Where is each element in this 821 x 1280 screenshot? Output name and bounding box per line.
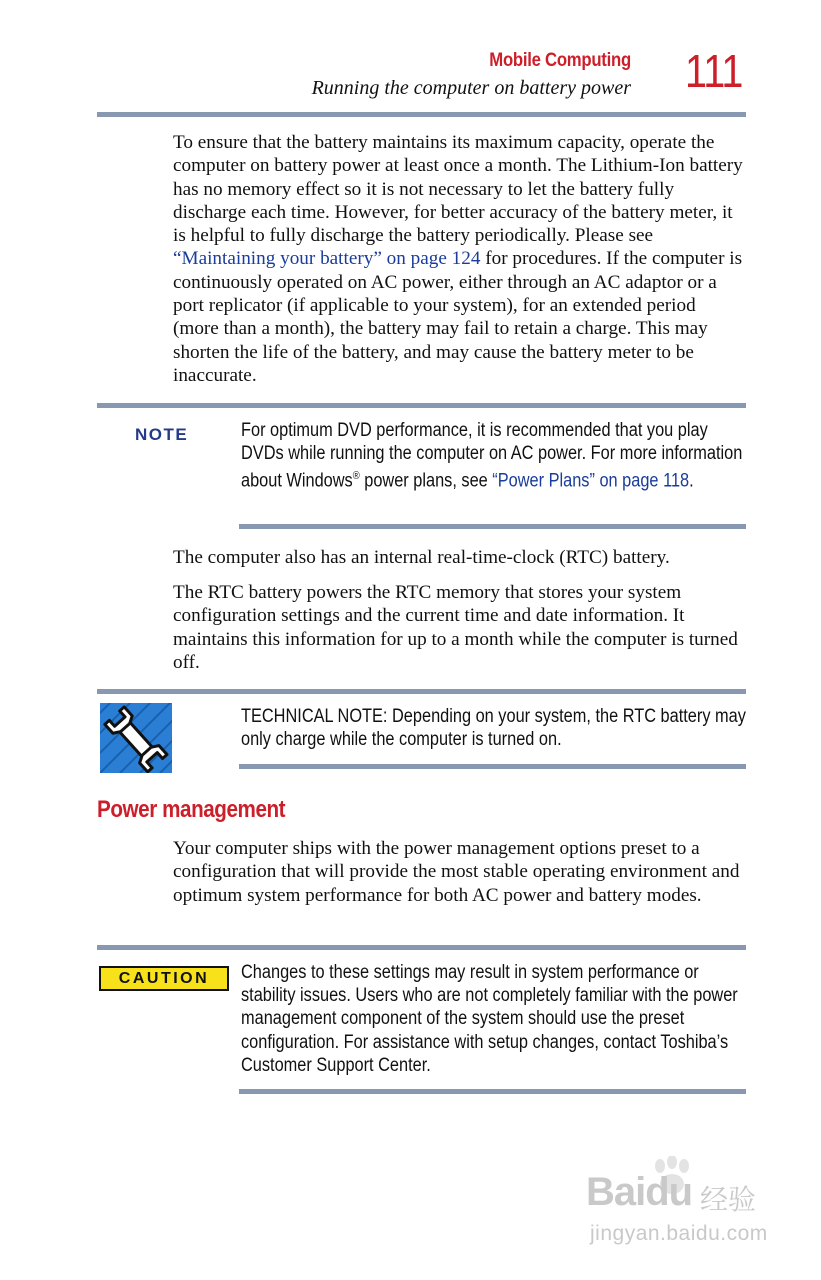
technical-note-text xyxy=(241,705,746,751)
rtc-battery-intro: The computer also has an internal real-time-clock (RTC) battery. xyxy=(173,547,670,568)
wrench-icon xyxy=(100,703,172,773)
chapter-title: Mobile Computing xyxy=(489,50,631,71)
header-rule xyxy=(97,112,746,117)
section-subtitle: Running the computer on battery power xyxy=(311,77,631,99)
watermark-brand xyxy=(586,1170,692,1215)
watermark-cn: 经验 xyxy=(700,1183,757,1216)
maintaining-battery-link[interactable]: “Maintaining your battery” on page 124 xyxy=(173,248,481,270)
note-bottom-rule xyxy=(239,524,746,529)
battery-capacity-paragraph xyxy=(173,131,745,387)
caution-text xyxy=(241,961,738,1077)
watermark-url: jingyan.baidu.com xyxy=(590,1222,768,1245)
para1-text-start: To ensure that the battery maintains its maximum capacity, operate the computer on battery power at least once a month. The Lithium-Ion battery has no memory effect so it is not necessary to let the battery fully discharge each time. However, for better accuracy of the battery meter, it is helpful to fully discharge the battery periodically. Please see xyxy=(173,132,743,247)
page-number: 111 xyxy=(685,45,743,97)
note-label: NOTE xyxy=(135,425,189,444)
caution-bottom-rule xyxy=(239,1089,746,1094)
registered-mark: ® xyxy=(352,470,360,483)
watermark-brand-head: Bai xyxy=(586,1170,646,1214)
technical-note-bottom-rule xyxy=(239,764,746,769)
caution-label: CAUTION xyxy=(99,966,229,991)
note-text-end: . xyxy=(689,470,694,492)
note-text-mid: power plans, see xyxy=(359,470,493,492)
note-top-rule xyxy=(97,403,746,408)
rtc-battery-paragraph: The RTC battery powers the RTC memory that stores your system configuration settings and the current time and date information. It maintains this information for up to a month while the computer is turned off. xyxy=(173,582,738,673)
dvd-note-text xyxy=(241,419,743,493)
para1-text-end: for procedures. If the computer is continuously operated on AC power, either through an AC adaptor or a port replicator (if applicable to your system), for an extended period (more than a month), the battery may fail to retain a charge. This may shorten the life of the battery, and may cause the battery meter to be inaccurate. xyxy=(173,248,743,386)
power-management-paragraph: Your computer ships with the power management options preset to a configuration that will provide the most stable operating environment and optimum system performance for both AC power and battery modes. xyxy=(173,838,740,906)
caution-body: Changes to these settings may result in system performance or stability issues. Users who are not completely familiar with the power management component of the system should use the preset configuration. For assistance with setup changes, contact Toshiba’s Customer Support Center. xyxy=(241,962,738,1076)
caution-top-rule xyxy=(97,945,746,950)
technical-note-body: TECHNICAL NOTE: Depending on your system, the RTC battery may only charge while the computer is turned on. xyxy=(241,706,746,751)
power-plans-link[interactable]: “Power Plans” on page 118 xyxy=(492,470,690,492)
power-management-heading: Power management xyxy=(97,796,286,823)
technical-note-top-rule xyxy=(97,689,746,694)
note-text-start: For optimum DVD performance, it is recommended that you play DVDs while running the computer on AC power. For more information about Windows xyxy=(241,420,743,492)
watermark-brand-tail: du xyxy=(645,1170,693,1214)
